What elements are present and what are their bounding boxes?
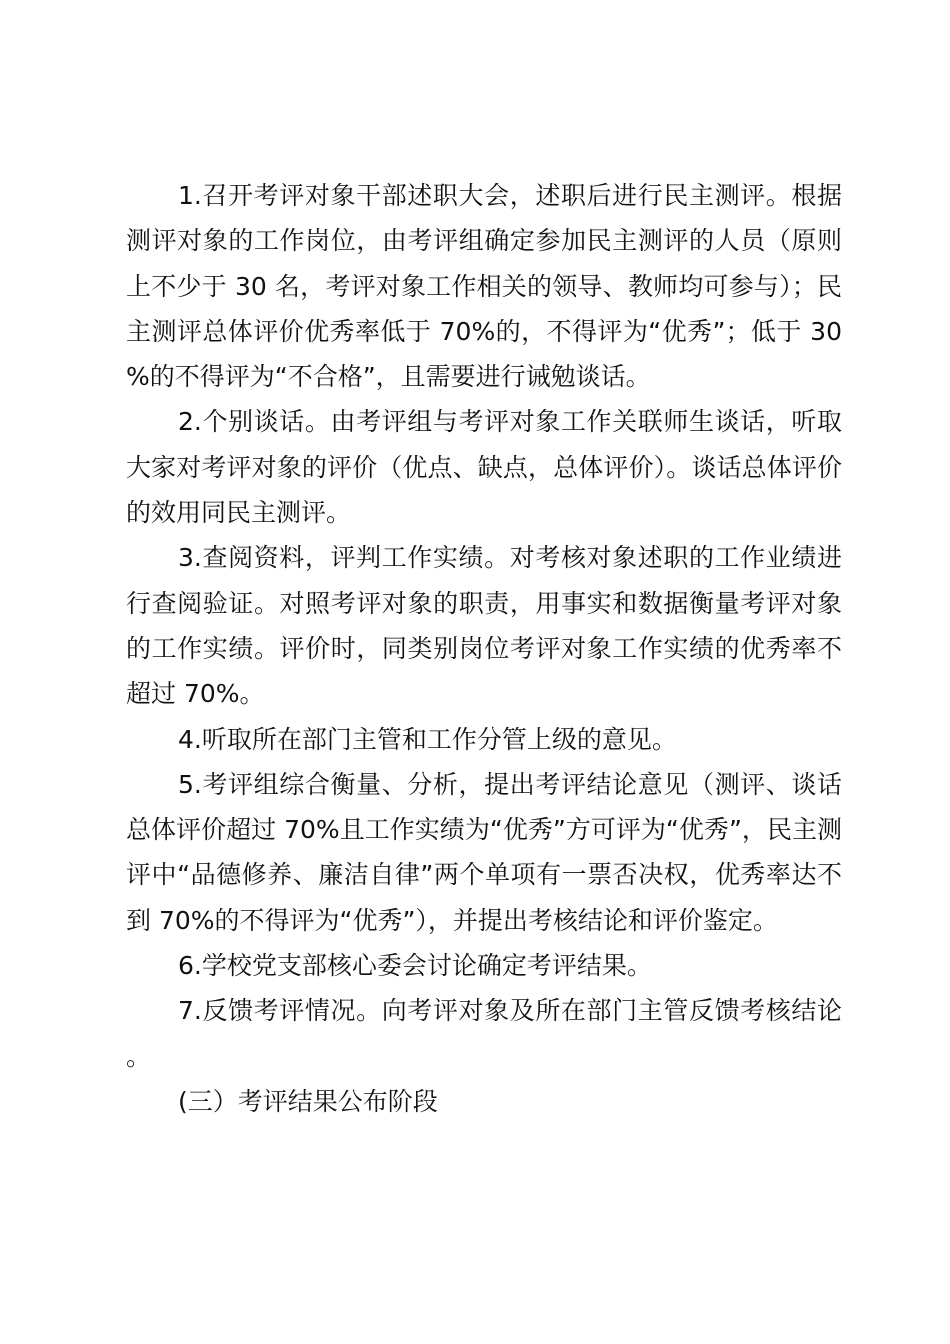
paragraph-item-4: 4.听取所在部门主管和工作分管上级的意见。 <box>178 724 677 754</box>
paragraph-item-6: 6.学校党支部核心委会讨论确定考评结果。 <box>178 951 652 981</box>
paragraph-item-7: 7.反馈考评情况。向考评对象及所在部门主管反馈考核结论。 <box>126 996 842 1071</box>
document-body <box>126 173 842 1124</box>
paragraph-item-1: 1.召开考评对象干部述职大会，述职后进行民主测评。根据测评对象的工作岗位，由考评组确定参加民主测评的人员（原则上不少于 30 名，考评对象工作相关的领导、教师均可参与）；民主测评总体评价优秀率低于 70%的，不得评为“优秀”；低于 30%的不得评为“不合格”，且需要进行诫勉谈话。 <box>126 181 842 392</box>
paragraph-item-5: 5.考评组综合衡量、分析，提出考评结论意见（测评、谈话总体评价超过 70%且工作实绩为“优秀”方可评为“优秀”，民主测评中“品德修养、廉洁自律”两个单项有一票否决权，优秀率达不到 70%的不得评为“优秀”），并提出考核结论和评价鉴定。 <box>126 769 842 935</box>
paragraph-item-3: 3.查阅资料，评判工作实绩。对考核对象述职的工作业绩进行查阅验证。对照考评对象的职责，用事实和数据衡量考评对象的工作实绩。评价时，同类别岗位考评对象工作实绩的优秀率不超过 70%。 <box>126 543 842 709</box>
paragraph-item-2: 2.个别谈话。由考评组与考评对象工作关联师生谈话，听取大家对考评对象的评价（优点、缺点，总体评价）。谈话总体评价的效用同民主测评。 <box>126 407 842 528</box>
section-heading: (三）考评结果公布阶段 <box>178 1086 438 1116</box>
